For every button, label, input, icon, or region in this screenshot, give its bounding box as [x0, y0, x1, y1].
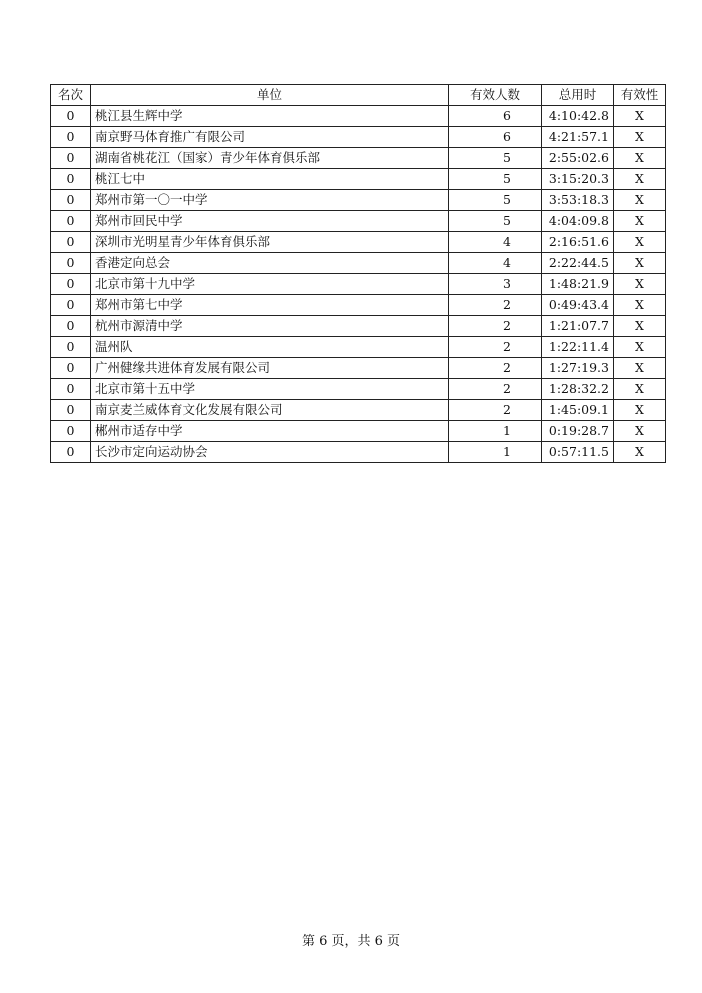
cell-validity: X [614, 253, 666, 274]
cell-rank: 0 [51, 421, 91, 442]
cell-rank: 0 [51, 400, 91, 421]
cell-valid-count: 5 [449, 148, 542, 169]
cell-validity: X [614, 421, 666, 442]
table-row [51, 274, 666, 295]
cell-valid-count: 6 [449, 106, 542, 127]
cell-rank: 0 [51, 442, 91, 463]
cell-rank: 0 [51, 148, 91, 169]
table-row [51, 295, 666, 316]
cell-total-time: 1:22:11.4 [542, 337, 614, 358]
cell-unit: 南京野马体育推广有限公司 [91, 127, 449, 148]
cell-total-time: 1:21:07.7 [542, 316, 614, 337]
cell-validity: X [614, 274, 666, 295]
cell-valid-count: 4 [449, 253, 542, 274]
cell-validity: X [614, 127, 666, 148]
cell-valid-count: 2 [449, 295, 542, 316]
cell-unit: 桃江七中 [91, 169, 449, 190]
cell-total-time: 3:15:20.3 [542, 169, 614, 190]
cell-rank: 0 [51, 274, 91, 295]
cell-unit: 广州健缘共进体育发展有限公司 [91, 358, 449, 379]
cell-total-time: 1:48:21.9 [542, 274, 614, 295]
results-table [50, 84, 666, 463]
cell-valid-count: 6 [449, 127, 542, 148]
table-row [51, 253, 666, 274]
cell-unit: 温州队 [91, 337, 449, 358]
cell-total-time: 1:28:32.2 [542, 379, 614, 400]
cell-valid-count: 5 [449, 169, 542, 190]
cell-valid-count: 2 [449, 379, 542, 400]
table-row [51, 190, 666, 211]
cell-validity: X [614, 106, 666, 127]
cell-rank: 0 [51, 253, 91, 274]
cell-rank: 0 [51, 379, 91, 400]
table-row [51, 442, 666, 463]
header-rank: 名次 [51, 85, 91, 106]
cell-unit: 长沙市定向运动协会 [91, 442, 449, 463]
header-valid-count: 有效人数 [449, 85, 542, 106]
header-validity: 有效性 [614, 85, 666, 106]
cell-valid-count: 1 [449, 421, 542, 442]
cell-validity: X [614, 442, 666, 463]
cell-valid-count: 5 [449, 190, 542, 211]
table-row [51, 316, 666, 337]
page-footer: 第 6 页，共 6 页 [301, 934, 401, 949]
cell-rank: 0 [51, 106, 91, 127]
cell-valid-count: 4 [449, 232, 542, 253]
cell-unit: 郑州市第一〇一中学 [91, 190, 449, 211]
cell-total-time: 3:53:18.3 [542, 190, 614, 211]
cell-validity: X [614, 358, 666, 379]
cell-total-time: 1:27:19.3 [542, 358, 614, 379]
cell-valid-count: 5 [449, 211, 542, 232]
cell-unit: 北京市第十五中学 [91, 379, 449, 400]
table-row [51, 211, 666, 232]
table-row [51, 421, 666, 442]
table-header-row [51, 85, 666, 106]
table-row [51, 148, 666, 169]
cell-valid-count: 1 [449, 442, 542, 463]
cell-validity: X [614, 316, 666, 337]
cell-rank: 0 [51, 337, 91, 358]
table-row [51, 379, 666, 400]
cell-rank: 0 [51, 211, 91, 232]
table-row [51, 106, 666, 127]
cell-total-time: 4:04:09.8 [542, 211, 614, 232]
cell-unit: 南京麦兰威体育文化发展有限公司 [91, 400, 449, 421]
cell-unit: 香港定向总会 [91, 253, 449, 274]
cell-total-time: 4:21:57.1 [542, 127, 614, 148]
cell-unit: 郴州市适存中学 [91, 421, 449, 442]
cell-total-time: 2:55:02.6 [542, 148, 614, 169]
cell-validity: X [614, 148, 666, 169]
cell-unit: 湖南省桃花江（国家）青少年体育俱乐部 [91, 148, 449, 169]
cell-rank: 0 [51, 190, 91, 211]
cell-total-time: 0:49:43.4 [542, 295, 614, 316]
cell-unit: 郑州市第七中学 [91, 295, 449, 316]
table-row [51, 127, 666, 148]
table-row [51, 358, 666, 379]
cell-rank: 0 [51, 127, 91, 148]
cell-validity: X [614, 211, 666, 232]
cell-rank: 0 [51, 358, 91, 379]
cell-validity: X [614, 190, 666, 211]
table-body [51, 106, 666, 463]
cell-unit: 桃江县生辉中学 [91, 106, 449, 127]
table-row [51, 400, 666, 421]
cell-total-time: 2:22:44.5 [542, 253, 614, 274]
cell-total-time: 4:10:42.8 [542, 106, 614, 127]
cell-unit: 北京市第十九中学 [91, 274, 449, 295]
cell-total-time: 1:45:09.1 [542, 400, 614, 421]
cell-validity: X [614, 379, 666, 400]
table-row [51, 232, 666, 253]
cell-valid-count: 3 [449, 274, 542, 295]
cell-valid-count: 2 [449, 400, 542, 421]
cell-valid-count: 2 [449, 337, 542, 358]
cell-valid-count: 2 [449, 358, 542, 379]
cell-validity: X [614, 337, 666, 358]
header-total-time: 总用时 [542, 85, 614, 106]
cell-unit: 深圳市光明星青少年体育俱乐部 [91, 232, 449, 253]
cell-rank: 0 [51, 169, 91, 190]
cell-unit: 郑州市回民中学 [91, 211, 449, 232]
cell-total-time: 0:57:11.5 [542, 442, 614, 463]
cell-rank: 0 [51, 295, 91, 316]
table-row [51, 169, 666, 190]
cell-validity: X [614, 295, 666, 316]
table-row [51, 337, 666, 358]
cell-total-time: 2:16:51.6 [542, 232, 614, 253]
header-unit: 单位 [91, 85, 449, 106]
cell-unit: 杭州市源清中学 [91, 316, 449, 337]
cell-validity: X [614, 232, 666, 253]
cell-total-time: 0:19:28.7 [542, 421, 614, 442]
cell-validity: X [614, 400, 666, 421]
cell-rank: 0 [51, 232, 91, 253]
cell-rank: 0 [51, 316, 91, 337]
cell-valid-count: 2 [449, 316, 542, 337]
cell-validity: X [614, 169, 666, 190]
